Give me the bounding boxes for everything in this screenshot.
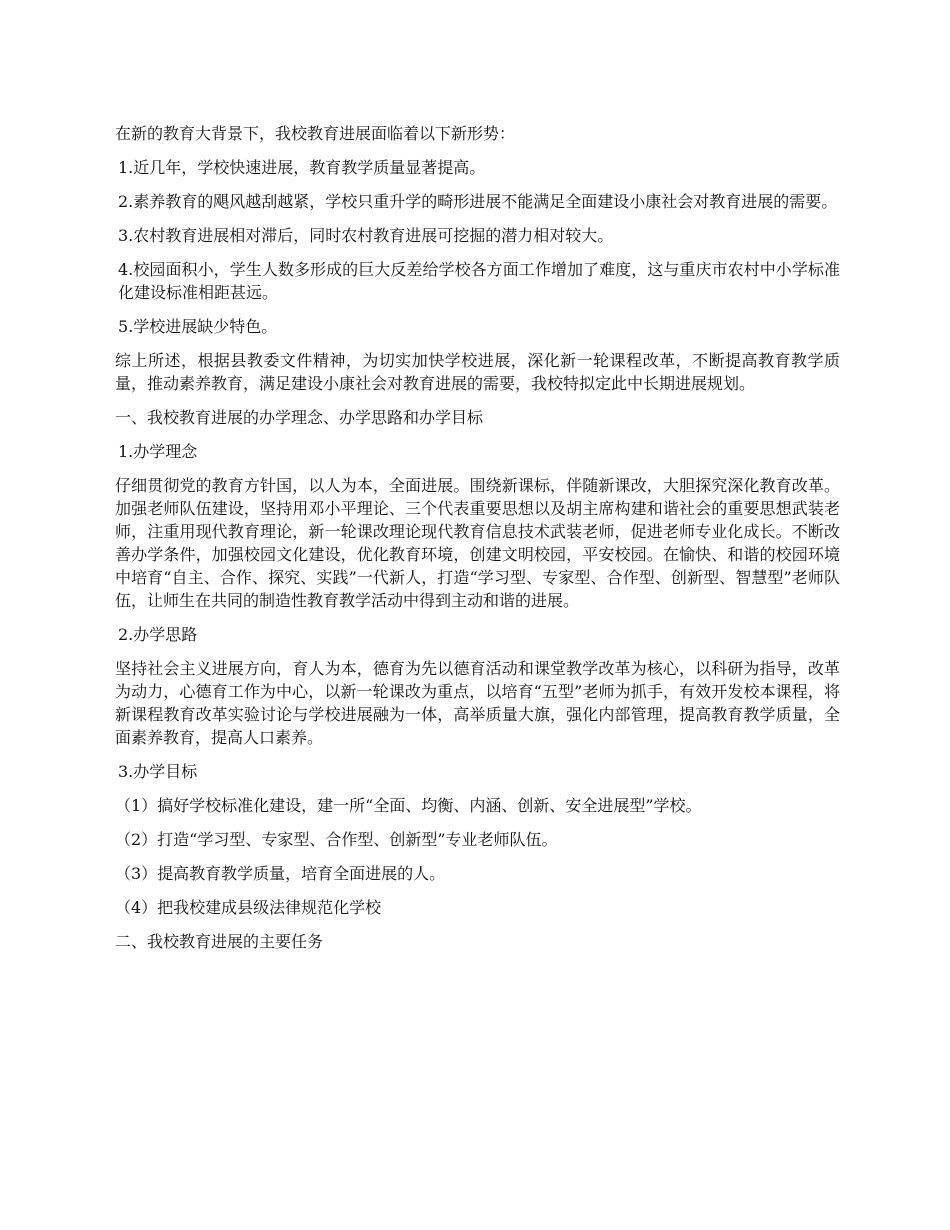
situation-item-1: 1.近几年，学校快速进展，教育教学质量显著提高。	[118, 158, 486, 177]
subheading-goals: 3.办学目标	[118, 762, 198, 781]
situation-item-2: 2.素养教育的飓风越刮越紧，学校只重升学的畸形进展不能满足全面建设小康社会对教育进展的需要。	[118, 192, 838, 211]
goal-item-2: （2）打造“学习型、专家型、合作型、创新型”专业老师队伍。	[115, 830, 558, 849]
situation-item-4: 4.校园面积小，学生人数多形成的巨大反差给学校各方面工作增加了难度，这与重庆市农村中小学标准化建设标准相距甚远。	[118, 260, 840, 302]
intro-paragraph: 在新的教育大背景下，我校教育进展面临着以下新形势：	[115, 124, 516, 143]
goal-item-4: （4）把我校建成县级法律规范化学校	[115, 898, 382, 917]
situation-item-5: 5.学校进展缺少特色。	[118, 317, 278, 336]
goal-item-3: （3）提高教育教学质量，培育全面进展的人。	[115, 864, 446, 883]
section-heading-1: 一、我校教育进展的办学理念、办学思路和办学目标	[115, 408, 484, 427]
philosophy-paragraph: 仔细贯彻党的教育方针国，以人为本，全面进展。围绕新课标，伴随新课改，大胆探究深化教育改革。加强老师队伍建设，坚持用邓小平理论、三个代表重要思想以及胡主席构建和谐社会的重要思想武装老师，注重用现代教育理论，新一轮课改理论现代教育信息技术武装老师，促进老师专业化成长。不断改善办学条件，加强校园文化建设，优化教育环境，创建文明校园，平安校园。在愉快、和谐的校园环境中培育“自主、合作、探究、实践”一代新人，打造“学习型、专家型、合作型、创新型、智慧型”老师队伍，让师生在共同的制造性教育教学活动中得到主动和谐的进展。	[115, 476, 840, 610]
subheading-philosophy: 1.办学理念	[118, 442, 198, 461]
summary-paragraph: 综上所述，根据县教委文件精神，为切实加快学校进展，深化新一轮课程改革，不断提高教育教学质量，推动素养教育，满足建设小康社会对教育进展的需要，我校特拟定此中长期进展规划。	[115, 351, 840, 393]
section-heading-2: 二、我校教育进展的主要任务	[115, 932, 324, 951]
document-page	[115, 122, 840, 964]
situation-item-3: 3.农村教育进展相对滞后，同时农村教育进展可挖掘的潜力相对较大。	[118, 226, 614, 245]
goal-item-1: （1）搞好学校标准化建设，建一所“全面、均衡、内涵、创新、安全进展型”学校。	[115, 796, 702, 815]
subheading-approach: 2.办学思路	[118, 625, 198, 644]
approach-paragraph: 坚持社会主义进展方向，育人为本，德育为先以德育活动和课堂教学改革为核心，以科研为指导，改革为动力，心德育工作为中心，以新一轮课改为重点，以培育“五型”老师为抓手，有效开发校本课程，将新课程教育改革实验讨论与学校进展融为一体，高举质量大旗，强化内部管理，提高教育教学质量，全面素养教育，提高人口素养。	[115, 659, 840, 747]
